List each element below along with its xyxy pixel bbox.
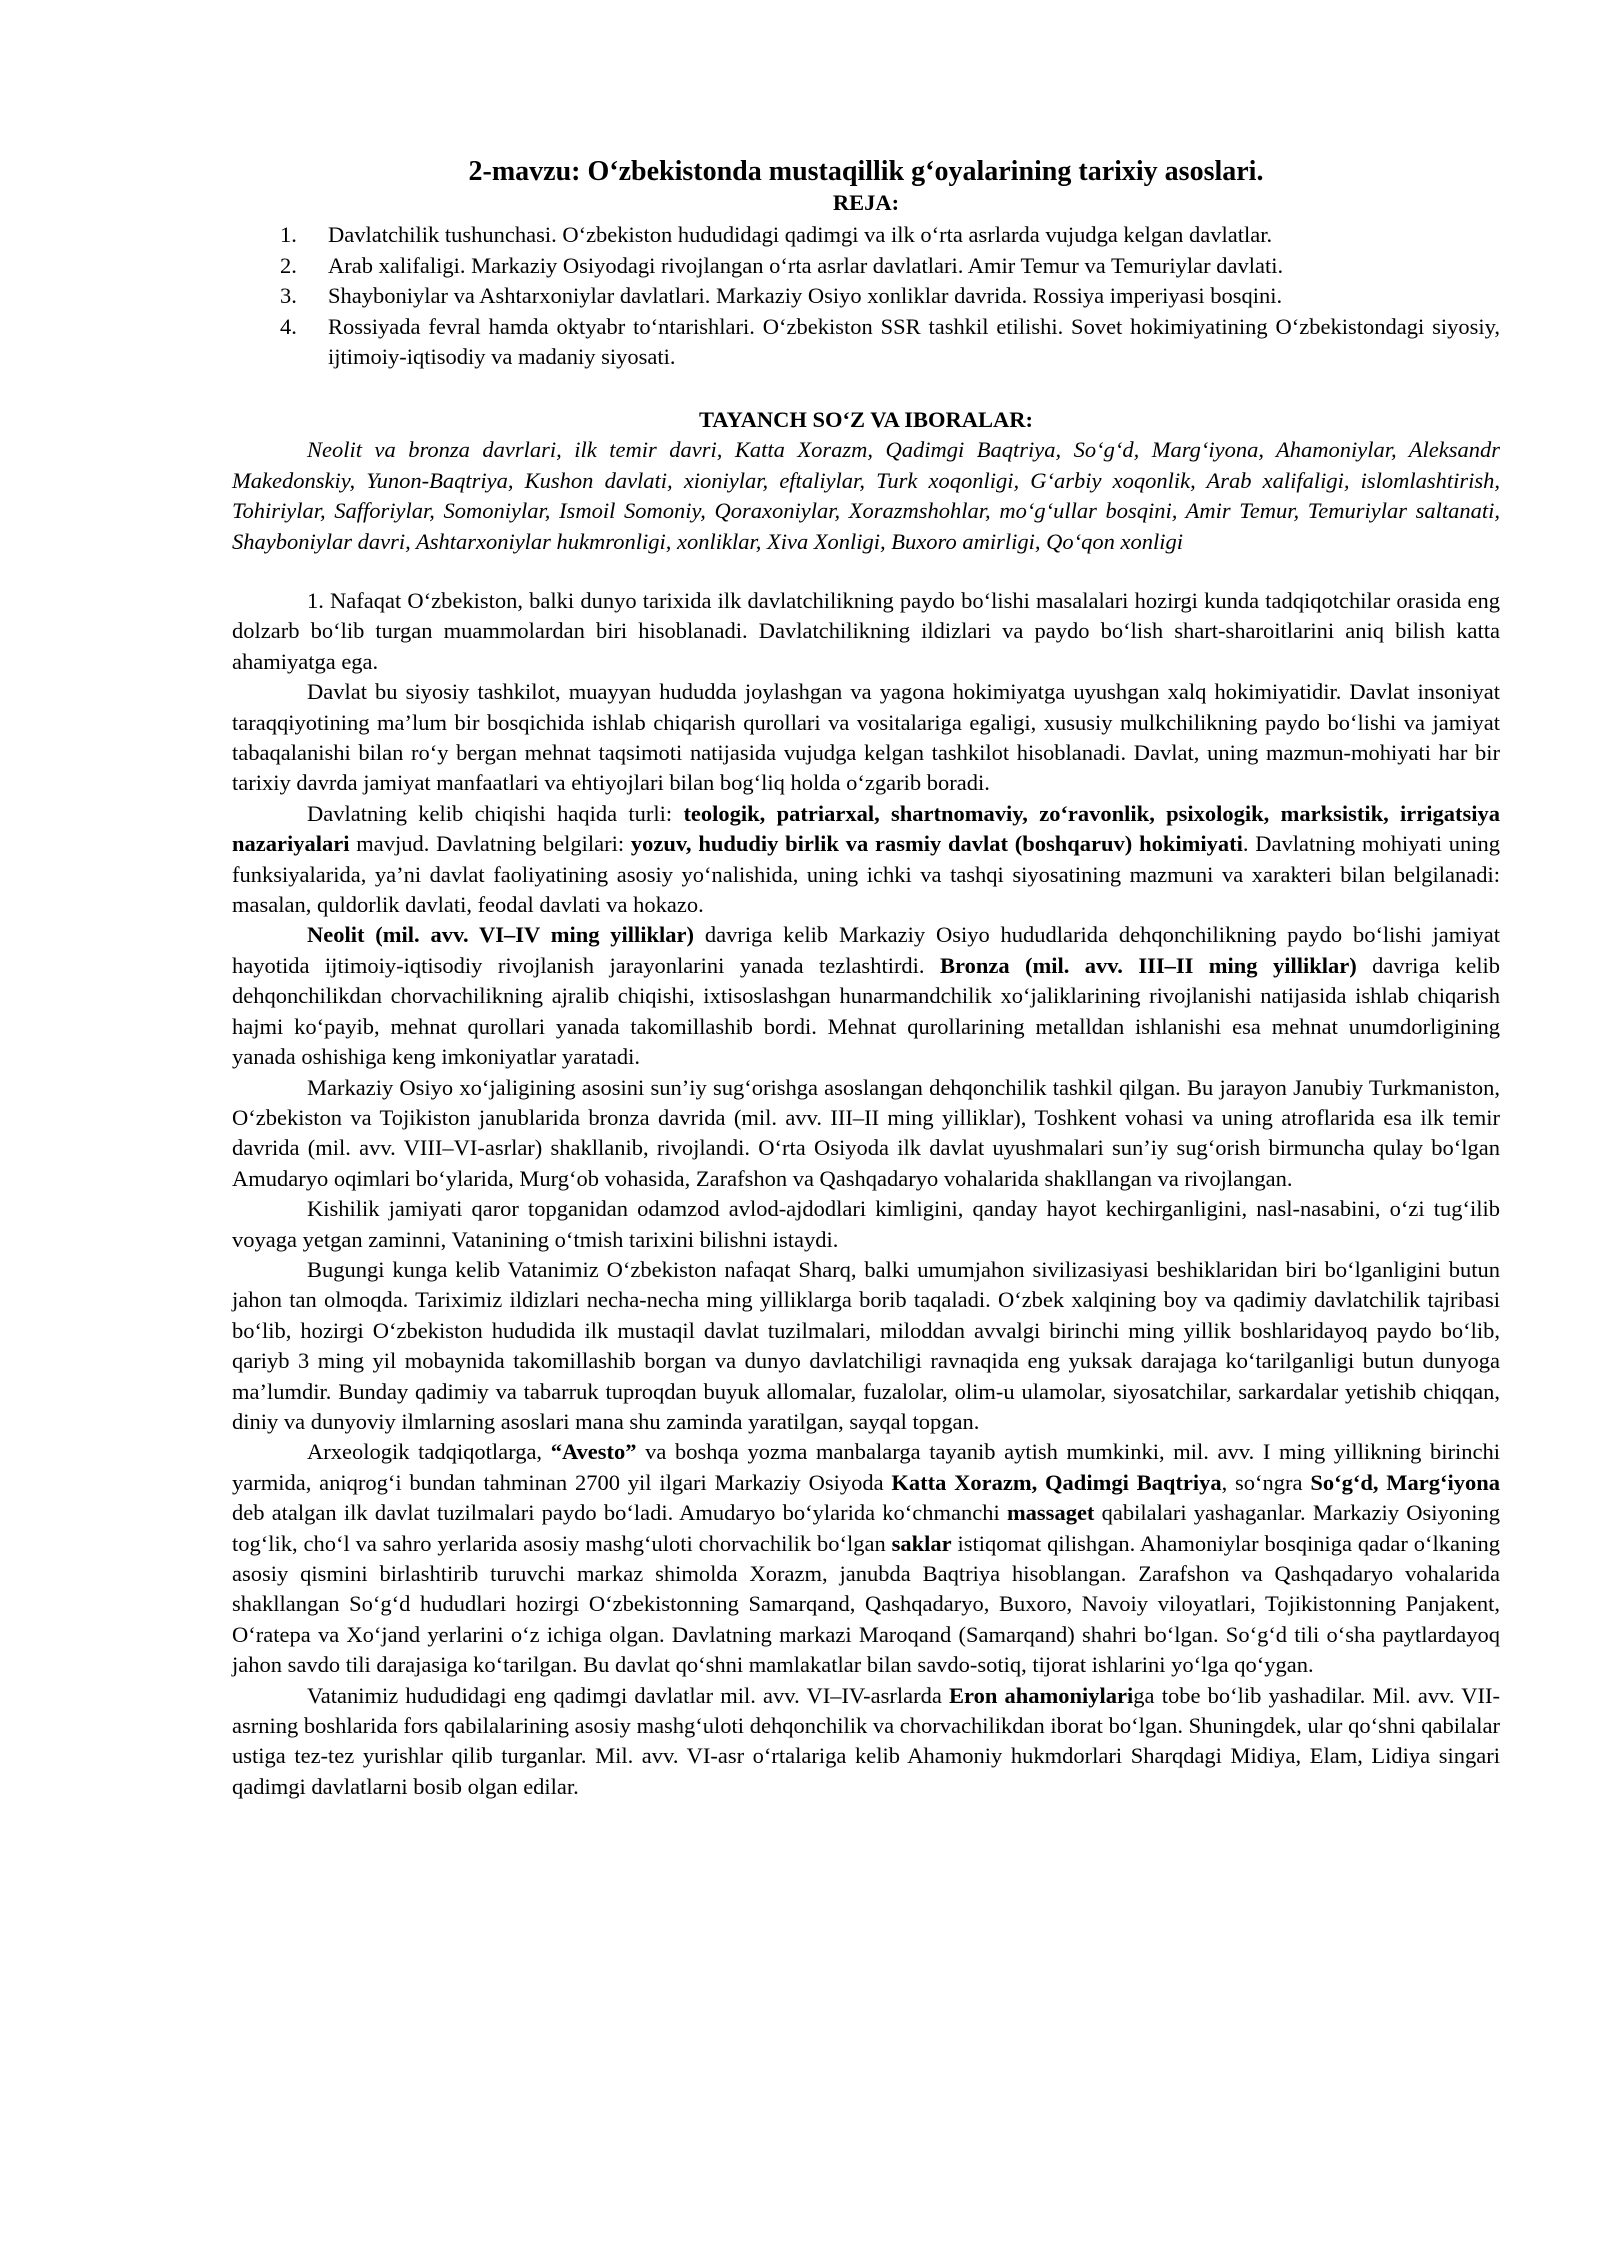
bold-run: “Avesto” <box>550 1439 637 1465</box>
text-run: mavjud. Davlatning belgilari: <box>349 831 631 857</box>
text-run: davriga kelib Markaziy Osiyo hududlarida dehqonchilikning paydo bo‘lishi jamiyat hayotida ijtimoiy-iqtisodiy rivojlanish jarayonlarini yanada tezlashtirdi. <box>232 922 1500 978</box>
plan-list <box>232 220 1500 373</box>
text-run: va boshqa yozma manbalarga tayanib aytish mumkinki, mil. avv. I ming yillikning birinchi yarmida, aniqrog‘i bundan tahminan 2700 yil ilgari Markaziy Osiyoda <box>232 1439 1501 1495</box>
bold-run: Eron ahamoniylari <box>949 1682 1134 1708</box>
text-run: Arxeologik tadqiqotlarga, <box>307 1439 551 1465</box>
bold-run: massaget <box>1006 1500 1095 1526</box>
keywords-heading: TAYANCH SO‘Z VA IBORALAR: <box>698 406 1034 432</box>
plan-item-text: Shayboniylar va Ashtarxoniylar davlatlari. Markaziy Osiyo xonliklar davrida. Rossiya imperiyasi bosqini. <box>328 283 1283 308</box>
document-content <box>232 155 1500 1802</box>
plan-item <box>232 312 1500 373</box>
plan-item <box>232 281 1500 312</box>
text-run: , so‘ngra <box>1221 1469 1311 1495</box>
bold-run: saklar <box>891 1530 952 1556</box>
text-run: Vatanimiz hududidagi eng qadimgi davlatlar mil. avv. VI–IV-asrlarda <box>307 1682 949 1708</box>
text-run: . Davlatning mohiyati uning funksiyalarida, ya’ni davlat faoliyatining asosiy yo‘nalishida, uning ichki va tashqi siyosatining mazmuni va xarakteri bilan belgilanadi: masalan, quldorlik davlati, feodal davlati va hokazo. <box>232 831 1501 918</box>
text-run: davriga kelib dehqonchilikdan chorvachilikning ajralib chiqishi, ixtisoslashgan hunarmandchilik xo‘jaliklarining rivojlanishi natijasida ishlab chiqarish hajmi ko‘payib, mehnat qurollari yanada takomillashib bordi. Mehnat qurollarining metalldan ishlanishi esa mehnat unumdorligining yanada oshishiga keng imkoniyatlar yaratadi. <box>232 952 1500 1070</box>
paragraph-4 <box>232 920 1500 1072</box>
bold-run: Neolit (mil. avv. VI–IV ming yilliklar) <box>307 922 695 948</box>
plan-item-number: 1. <box>280 222 297 247</box>
keywords-paragraph: Neolit va bronza davrlari, ilk temir davri, Katta Xorazm, Qadimgi Baqtriya, So‘g‘d, Marg‘iyona, Ahamoniylar, Aleksandr Makedonskiy, Yunon-Baqtriya, Kushon davlati, xioniylar, eftaliylar, Turk xoqonligi, G‘arbiy xoqonlik, Arab xalifaligi, islomlashtirish, Tohiriylar, Safforiylar, Somoniylar, Ismoil Somoniy, Qoraxoniylar, Xorazmshohlar, mo‘g‘ullar bosqini, Amir Temur, Temuriylar saltanati, Shayboniylar davri, Ashtarxoniylar hukmronligi, xonliklar, Xiva Xonligi, Buxoro amirligi, Qo‘qon xonligi <box>232 437 1500 554</box>
paragraph-5: Markaziy Osiyo xo‘jaligining asosini sun’iy sug‘orishga asoslangan dehqonchilik tashkil qilgan. Bu jarayon Janubiy Turkmaniston, O‘zbekiston va Tojikiston janublarida bronza davrida (mil. avv. III–II ming yilliklar), Toshkent vohasi va uning atroflarida esa ilk temir davrida (mil. avv. VIII–VI-asrlar) shakllanib, rivojlandi. O‘rta Osiyoda ilk davlat uyushmalari sun’iy sug‘orish birmuncha qulay bo‘lgan Amudaryo oqimlari bo‘ylarida, Murg‘ob vohasida, Zarafshon va Qashqadaryo vohalarida shakllangan va rivojlangan. <box>232 1074 1500 1191</box>
bold-run: Bronza (mil. avv. III–II ming yilliklar) <box>939 952 1357 978</box>
body-text <box>232 586 1500 1802</box>
plan-item-number: 2. <box>280 252 297 278</box>
text-run: istiqomat qilishgan. Ahamoniylar bosqiniga qadar o‘lkaning asosiy qismini birlashtirib turuvchi markaz shimolda Xorazm, janubda Baqtriya hisoblangan. Zarafshon va Qashqadaryo vohalarida shakllangan So‘g‘d hududlari hozirgi O‘zbekistonning Samarqand, Qashqadaryo, Buxoro, Navoiy viloyatlari, Tojikistonning Panjakent, O‘ratepa va Xo‘jand yerlarini o‘z ichiga olgan. Davlatning markazi Maroqand (Samarqand) shahri bo‘lgan. So‘g‘d tili o‘sha paytlardayoq jahon savdo tili darajasiga ko‘tarilgan. Bu davlat qo‘shni mamlakatlar bilan savdo-sotiq, tijorat ishlarini yo‘lga qo‘ygan. <box>232 1530 1500 1678</box>
plan-item-text: Davlatchilik tushunchasi. O‘zbekiston hududidagi qadimgi va ilk o‘rta asrlarda vujudga kelgan davlatlar. <box>328 222 1273 247</box>
plan-item-text: Rossiyada fevral hamda oktyabr to‘ntarishlari. O‘zbekiston SSR tashkil etilishi. Sovet hokimiyatining O‘zbekistondagi siyosiy, ijtimoiy-iqtisodiy va madaniy siyosati. <box>328 313 1500 369</box>
plan-item-number: 3. <box>280 283 297 308</box>
paragraph-6: Kishilik jamiyati qaror topganidan odamzod avlod-ajdodlari kimligini, qanday hayot kechirganligini, nasl-nasabini, o‘zi tug‘ilib voyaga yetgan zaminni, Vatanining o‘tmish tarixini bilishni istaydi. <box>232 1196 1500 1252</box>
plan-heading: REJA: <box>832 190 900 215</box>
plan-item <box>232 251 1500 282</box>
paragraph-3 <box>232 799 1500 921</box>
bold-run: yozuv, hududiy birlik va rasmiy davlat (boshqaruv) hokimiyati <box>630 831 1243 857</box>
paragraph-8 <box>232 1437 1500 1680</box>
plan-item-number: 4. <box>280 313 297 339</box>
bold-run: teologik, patriarxal, shartnomaviy, zo‘ravonlik, psixologik, marksistik, irrigatsiya nazariyalari <box>232 800 1500 857</box>
paragraph-9 <box>232 1681 1500 1803</box>
text-run: Davlatning kelib chiqishi haqida turli: <box>307 800 684 826</box>
text-run: deb atalgan ilk davlat tuzilmalari paydo bo‘ladi. Amudaryo bo‘ylarida ko‘chmanchi <box>232 1500 1007 1526</box>
paragraph-7: Bugungi kunga kelib Vatanimiz O‘zbekiston nafaqat Sharq, balki umumjahon sivilizasiyasi beshiklaridan biri bo‘lganligini butun jahon tan olmoqda. Tariximiz ildizlari necha-necha ming yilliklarga borib taqaladi. O‘zbek xalqining boy va qadimiy davlatchilik tajribasi bo‘lib, hozirgi O‘zbekiston hududida ilk mustaqil davlat tuzilmalari, miloddan avvalgi birinchi ming yillik boshlaridayoq paydo bo‘lib, qariyb 3 ming yil mobaynida takomillashib borgan va dunyo davlatchiligi ravnaqida eng yuksak darajaga ko‘tarilganligi butun dunyoga ma’lumdir. Bunday qadimiy va tabarruk tuproqdan buyuk allomalar, fuzalolar, olim-u ulamolar, siyosatchilar, sarkardalar yetishib chiqqan, diniy va dunyoviy ilmlarning asoslari mana shu zaminda yaratilgan, sayqal topgan. <box>232 1256 1500 1434</box>
plan-item <box>232 220 1500 251</box>
page-title: 2-mavzu: O‘zbekistonda mustaqillik g‘oyalarining tarixiy asoslari. <box>468 156 1264 187</box>
paragraph-2: Davlat bu siyosiy tashkilot, muayyan hududda joylashgan va yagona hokimiyatga uyushgan xalq hokimiyatidir. Davlat insoniyat taraqqiyotining ma’lum bir bosqichida ishlab chiqarish qurollari va vositalariga egaligi, xususiy mulkchilikning paydo bo‘lishi va jamiyat tabaqalanishi bilan ro‘y bergan mehnat taqsimoti natijasida vujudga kelgan tashkilot hisoblanadi. Davlat, uning mazmun-mohiyati har bir tarixiy davrda jamiyat manfaatlari va ehtiyojlari bilan bog‘liq holda o‘zgarib boradi. <box>232 679 1500 796</box>
paragraph-1: 1. Nafaqat O‘zbekiston, balki dunyo tarixida ilk davlatchilikning paydo bo‘lishi masalalari hozirgi kunda tadqiqotchilar orasida eng dolzarb bo‘lib turgan muammolardan biri hisoblanadi. Davlatchilikning ildizlari va paydo bo‘lish shart-sharoitlarini aniq bilish katta ahamiyatga ega. <box>232 588 1500 674</box>
text-run: qabilalari yashaganlar. Markaziy Osiyoning tog‘lik, cho‘l va sahro yerlarida asosiy mashg‘uloti chorvachilik bo‘lgan <box>232 1500 1500 1556</box>
plan-item-text: Arab xalifaligi. Markaziy Osiyodagi rivojlangan o‘rta asrlar davlatlari. Amir Temur va Temuriylar davlati. <box>328 252 1284 278</box>
bold-run: So‘g‘d, Marg‘iyona <box>1310 1469 1500 1495</box>
text-run: ga tobe bo‘lib yashadilar. Mil. avv. VII-asrning boshlarida fors qabilalarining asosiy mashg‘uloti dehqonchilik va chorvachilikdan iborat bo‘lgan. Shuningdek, ular qo‘shni qabilalar ustiga tez-tez yurishlar qilib turganlar. Mil. avv. VI-asr o‘rtalariga kelib Ahamoniy hukmdorlari Sharqdagi Midiya, Elam, Lidiya singari qadimgi davlatlarni bosib olgan edilar. <box>232 1682 1500 1799</box>
bold-run: Katta Xorazm, Qadimgi Baqtriya <box>891 1469 1222 1495</box>
